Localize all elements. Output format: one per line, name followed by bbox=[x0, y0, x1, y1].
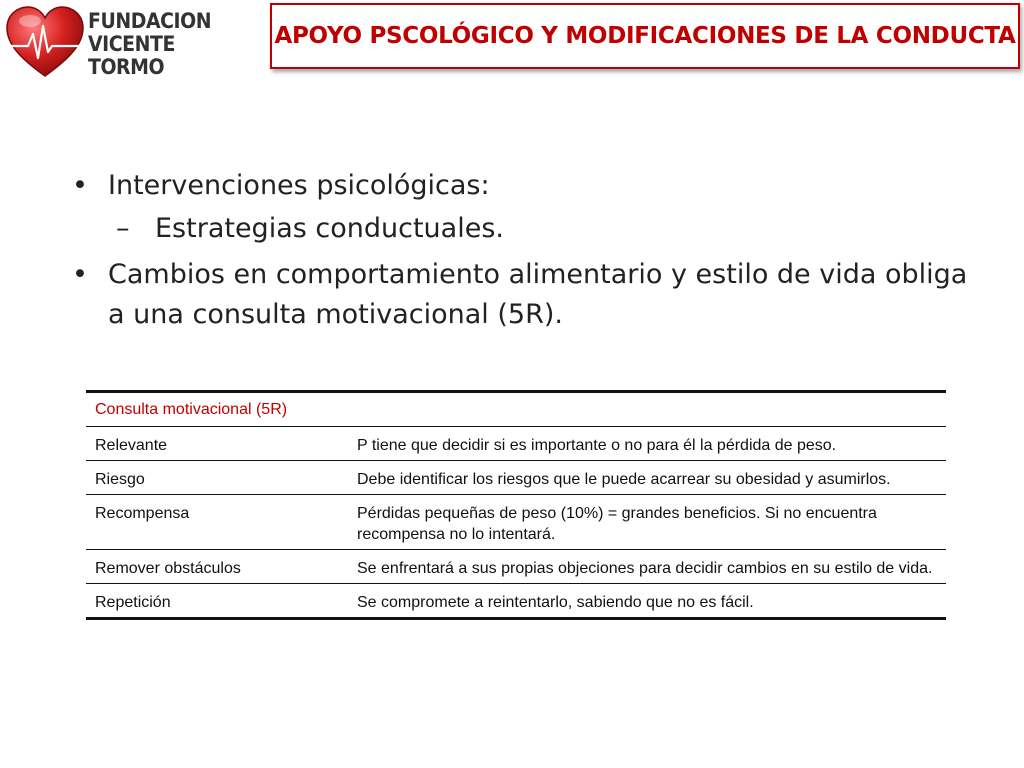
table-row bbox=[86, 461, 946, 495]
logo-text bbox=[88, 10, 228, 79]
table-header: Consulta motivacional (5R) bbox=[86, 392, 946, 427]
row-desc: Pérdidas pequeñas de peso (10%) = grandes beneficios. Si no encuentra recompensa no lo intentará. bbox=[348, 495, 946, 550]
row-term: Remover obstáculos bbox=[86, 550, 348, 584]
bullet-list bbox=[72, 166, 972, 335]
table-row bbox=[86, 427, 946, 461]
row-desc: Se compromete a reintentarlo, sabiendo que no es fácil. bbox=[348, 584, 946, 619]
table-row bbox=[86, 584, 946, 619]
title-box bbox=[270, 3, 1020, 69]
dash-marker: – bbox=[116, 213, 130, 244]
logo-line2: VICENTE TORMO bbox=[88, 32, 175, 79]
page-title: APOYO PSCOLÓGICO Y MODIFICACIONES DE LA CONDUCTA bbox=[274, 23, 1016, 49]
table-row bbox=[86, 495, 946, 550]
table-row bbox=[86, 550, 946, 584]
bullet-item bbox=[72, 255, 972, 335]
row-term: Relevante bbox=[86, 427, 348, 461]
logo bbox=[4, 4, 244, 80]
row-term: Recompensa bbox=[86, 495, 348, 550]
heart-icon bbox=[4, 4, 86, 80]
row-term: Repetición bbox=[86, 584, 348, 619]
row-desc: P tiene que decidir si es importante o no para él la pérdida de peso. bbox=[348, 427, 946, 461]
row-desc: Se enfrentará a sus propias objeciones para decidir cambios en su estilo de vida. bbox=[348, 550, 946, 584]
motivational-table bbox=[86, 390, 946, 620]
row-desc: Debe identificar los riesgos que le puede acarrear su obesidad y asumirlos. bbox=[348, 461, 946, 495]
row-term: Riesgo bbox=[86, 461, 348, 495]
logo-line1: FUNDACION bbox=[88, 9, 212, 33]
bullet-item bbox=[72, 166, 972, 206]
bullet-text-psych: Intervenciones psicológicas: bbox=[108, 170, 490, 201]
table-header-row bbox=[86, 392, 946, 427]
sub-bullet-item bbox=[72, 206, 972, 251]
bullet-text-changes: Cambios en comportamiento alimentario y estilo de vida obliga a una consulta motivacional (5R). bbox=[108, 259, 968, 330]
sub-bullet-text: Estrategias conductuales. bbox=[155, 213, 504, 244]
